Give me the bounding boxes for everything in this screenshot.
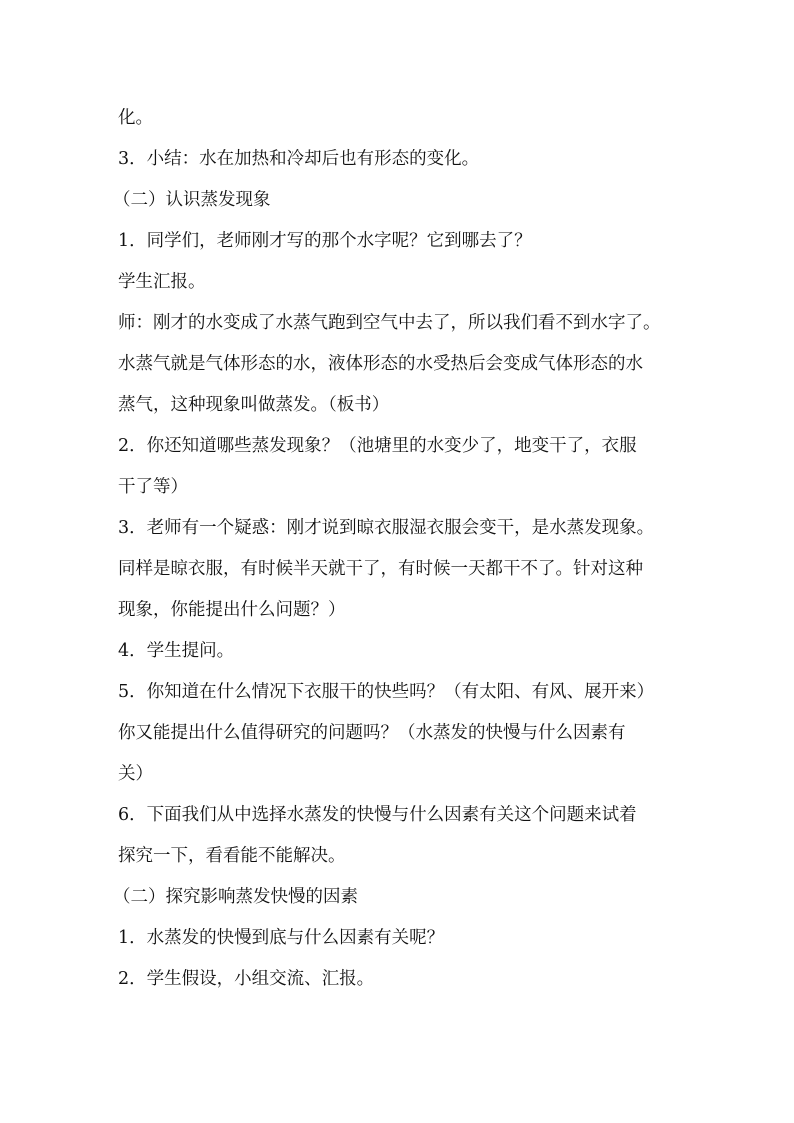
text-line: 6．下面我们从中选择水蒸发的快慢与什么因素有关这个问题来试着 (118, 805, 637, 825)
text-line: 关） (118, 764, 153, 784)
text-line: 水蒸气就是气体形态的水，液体形态的水受热后会变成气体形态的水 (118, 354, 643, 374)
text-line: 1．水蒸发的快慢到底与什么因素有关呢？ (118, 928, 445, 948)
text-line: 2．学生假设，小组交流、汇报。 (118, 969, 375, 989)
section-heading: （二）认识蒸发现象 (113, 190, 271, 210)
text-line: 师：刚才的水变成了水蒸气跑到空气中去了，所以我们看不到水字了。 (118, 313, 661, 333)
text-line: 3．老师有一个疑惑：刚才说到晾衣服湿衣服会变干，是水蒸发现象。 (118, 518, 655, 538)
text-line: 学生汇报。 (118, 272, 206, 292)
text-line: 干了等） (118, 477, 188, 497)
text-line: 化。 (118, 108, 153, 128)
text-line: 蒸气，这种现象叫做蒸发。（板书） (118, 395, 390, 415)
text-line: 2．你还知道哪些蒸发现象？（池塘里的水变少了，地变干了，衣服 (118, 436, 637, 456)
text-line: 3．小结：水在加热和冷却后也有形态的变化。 (118, 149, 480, 169)
text-line: 1．同学们，老师刚才写的那个水字呢？它到哪去了？ (118, 231, 532, 251)
text-line: 5．你知道在什么情况下衣服干的快些吗？（有太阳、有风、展开来） (118, 682, 655, 702)
section-heading: （二）探究影响蒸发快慢的因素 (113, 887, 358, 907)
text-line: 同样是晾衣服，有时候半天就干了，有时候一天都干不了。针对这种 (118, 559, 643, 579)
text-line: 4．学生提问。 (118, 641, 235, 661)
text-line: 探究一下，看看能不能解决。 (118, 846, 346, 866)
text-line: 现象，你能提出什么问题？） (118, 600, 346, 620)
text-line: 你又能提出什么值得研究的问题吗？（水蒸发的快慢与什么因素有 (118, 723, 626, 743)
